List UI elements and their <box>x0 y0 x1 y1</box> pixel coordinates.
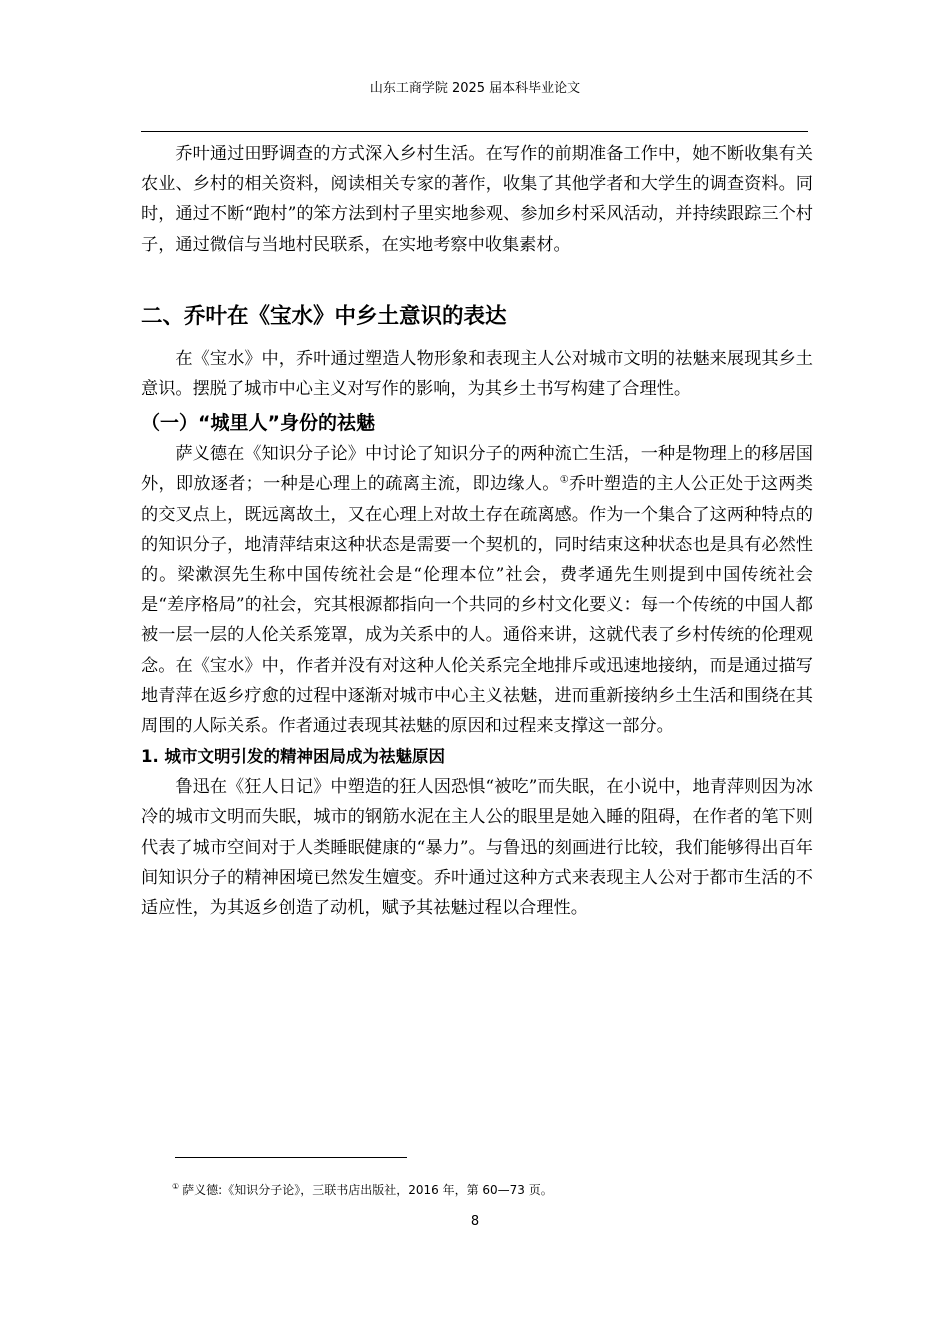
subsubsection-heading: 1. 城市文明引发的精神困局成为祛魅原因 <box>141 747 445 767</box>
paragraph-said <box>141 439 813 741</box>
page-header: 山东工商学院 2025 届本科毕业论文 <box>369 81 581 96</box>
header-rule <box>141 131 808 132</box>
page-number: 8 <box>470 1214 480 1229</box>
page-body <box>141 139 813 923</box>
footnote-reference[interactable]: ① <box>559 474 569 486</box>
footnote-mark: ① <box>172 1182 180 1191</box>
section-heading: 二、乔叶在《宝水》中乡土意识的表达 <box>141 303 507 329</box>
paragraph-section-intro: 在《宝水》中，乔叶通过塑造人物形象和表现主人公对城市文明的祛魅来展现其乡土意识。摆脱了城市中心主义对写作的影响，为其乡土书写构建了合理性。 <box>141 348 813 400</box>
paragraph-luxun: 鲁迅在《狂人日记》中塑造的狂人因恐惧“被吃”而失眠，在小说中，地青萍则因为冰冷的城市文明而失眠，城市的钢筋水泥在主人公的眼里是她入睡的阻碍，在作者的笔下则代表了城市空间对于人类睡眠健康的“暴力”。与鲁迅的刻画进行比较，我们能够得出百年间知识分子的精神困境已然发生嬗变。乔叶通过这种方式来表现主人公对于都市生活的不适应性，为其返乡创造了动机，赋予其祛魅过程以合理性。 <box>141 777 813 919</box>
subsection-heading: （一）“城里人”身份的祛魅 <box>141 412 375 435</box>
paragraph-said-part1: 萨义德在《知识分子论》中讨论了知识分子的两种流亡生活，一种是物理上的移居国外，即放逐者；一种是心理上的疏离主流，即边缘人。 <box>141 444 813 495</box>
footnote <box>172 1181 812 1199</box>
paragraph-said-part2: 乔叶塑造的主人公正处于这两类的交叉点上，既远离故土，又在心理上对故土存在疏离感。作为一个集合了这两种特点的的知识分子，地清萍结束这种状态是需要一个契机的，同时结束这种状态也是具有必然性的。梁漱溟先生称中国传统社会是“伦理本位”社会，费孝通先生则提到中国传统社会是“差序格局”的社会，究其根源都指向一个共同的乡村文化要义：每一个传统的中国人都被一层一层的人伦关系笼罩，成为关系中的人。通俗来讲，这就代表了乡村传统的伦理观念。在《宝水》中，作者并没有对这种人伦关系完全地排斥或迅速地接纳，而是通过描写地青萍在返乡疗愈的过程中逐渐对城市中心主义祛魅，进而重新接纳乡土生活和围绕在其周围的人际关系。作者通过表现其祛魅的原因和过程来支撑这一部分。 <box>141 474 813 737</box>
paragraph-fieldwork: 乔叶通过田野调查的方式深入乡村生活。在写作的前期准备工作中，她不断收集有关农业、乡村的相关资料，阅读相关专家的著作，收集了其他学者和大学生的调查资料。同时，通过不断“跑村”的笨方法到村子里实地参观、参加乡村采风活动，并持续跟踪三个村子，通过微信与当地村民联系，在实地考察中收集素材。 <box>141 144 813 255</box>
footnote-text: 萨义德:《知识分子论》，三联书店出版社，2016 年，第 60—73 页。 <box>182 1183 553 1197</box>
footnote-rule <box>175 1157 407 1158</box>
